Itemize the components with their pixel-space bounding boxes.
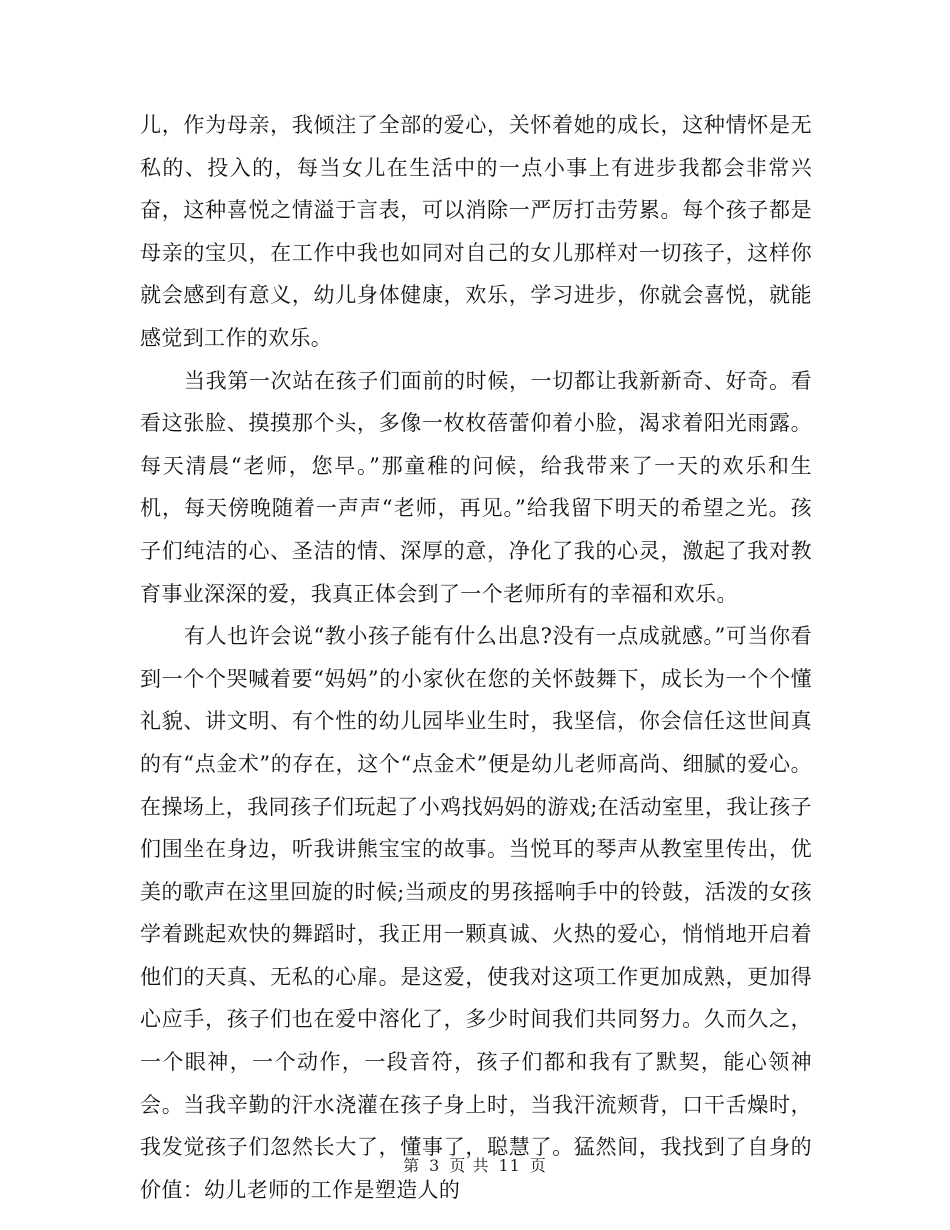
paragraph-2: 当我第一次站在孩子们面前的时候，一切都让我新新奇、好奇。看看这张脸、摸摸那个头，多像一枚枚蓓蕾仰着小脸，渴求着阳光雨露。每天清晨“老师，您早。”那童稚的问候，给我带来了一天的欢乐和生机，每天傍晚随着一声声“老师，再见。”给我留下明天的希望之光。孩子们纯洁的心、圣洁的情、深厚的意，净化了我的心灵，激起了我对教育事业深深的爱，我真正体会到了一个老师所有的幸福和欢乐。: [140, 368, 812, 606]
footer-prefix: 第: [403, 1156, 421, 1175]
footer-current-page: 3: [429, 1156, 441, 1175]
footer-total-pages: 11: [498, 1156, 521, 1175]
footer-middle: 页 共: [449, 1156, 490, 1175]
document-body: [140, 104, 812, 1211]
paragraph-3: 有人也许会说“教小孩子能有什么出息?没有一点成就感。”可当你看到一个个哭喊着要“妈妈”的小家伙在您的关怀鼓舞下，成长为一个个懂礼貌、讲文明、有个性的幼儿园毕业生时，我坚信，你会信任这世间真的有“点金术”的存在，这个“点金术”便是幼儿老师高尚、细腻的爱心。在操场上，我同孩子们玩起了小鸡找妈妈的游戏;在活动室里，我让孩子们围坐在身边，听我讲熊宝宝的故事。当悦耳的琴声从教室里传出，优美的歌声在这里回旋的时候;当顽皮的男孩摇响手中的铃鼓，活泼的女孩学着跳起欢快的舞蹈时，我正用一颗真诚、火热的爱心，悄悄地开启着他们的天真、无私的心扉。是这爱，使我对这项工作更加成熟，更加得心应手，孩子们也在爱中溶化了，多少时间我们共同努力。久而久之，一个眼神，一个动作，一段音符，孩子们都和我有了默契，能心领神会。当我辛勤的汗水浇灌在孩子身上时，当我汗流颊背，口干舌燥时，我发觉孩子们忽然长大了，懂事了，聪慧了。猛然间，我找到了自身的价值：幼儿老师的工作是塑造人的: [140, 624, 812, 1202]
page-number-footer: [0, 1156, 950, 1176]
footer-suffix: 页: [529, 1156, 547, 1175]
paragraph-1: 儿，作为母亲，我倾注了全部的爱心，关怀着她的成长，这种情怀是无私的、投入的，每当女儿在生活中的一点小事上有进步我都会非常兴奋，这种喜悦之情溢于言表，可以消除一严厉打击劳累。每个孩子都是母亲的宝贝，在工作中我也如同对自己的女儿那样对一切孩子，这样你就会感到有意义，幼儿身体健康，欢乐，学习进步，你就会喜悦，就能感觉到工作的欢乐。: [140, 113, 812, 350]
